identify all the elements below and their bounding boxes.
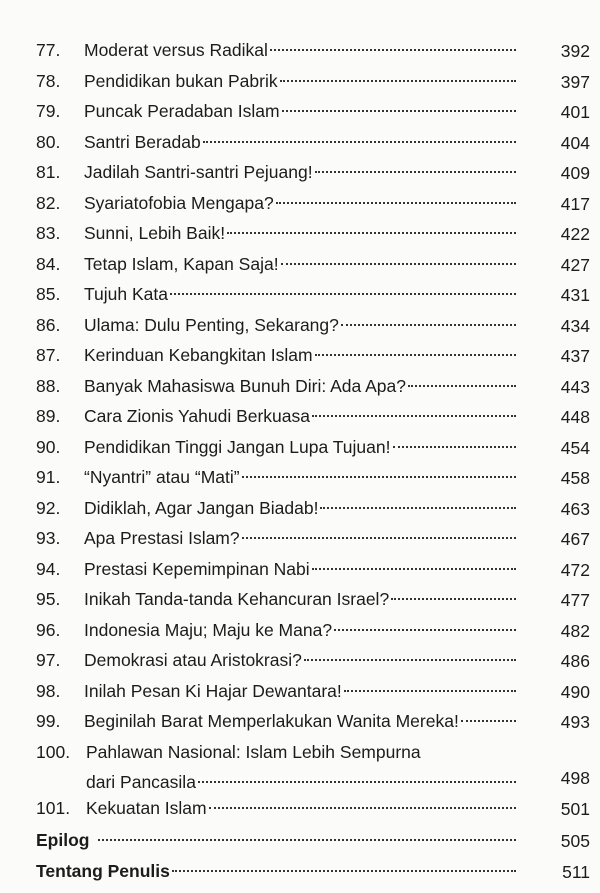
toc-entry-title-wrap — [84, 249, 518, 279]
toc-entry-number: 88. — [36, 375, 61, 396]
toc-entry-title: Pendidikan Tinggi Jangan Lupa Tujuan! — [84, 436, 391, 457]
toc-entry[interactable] — [0, 310, 600, 341]
toc-entry-title: Tujuh Kata — [84, 284, 168, 304]
toc-entry-page: 501 — [560, 798, 590, 819]
toc-entry-title-wrap — [84, 493, 518, 523]
toc-entry-title-wrap — [84, 96, 518, 126]
toc-entry-title-wrap — [84, 676, 518, 706]
toc-entry-page: 392 — [560, 41, 590, 61]
dot-leader — [170, 293, 516, 295]
toc-entry-title-wrap — [84, 127, 518, 157]
toc-entry-title-wrap — [84, 218, 518, 248]
toc-entry-title: Sunni, Lebih Baik! — [84, 223, 226, 243]
toc-entry[interactable] — [0, 401, 600, 432]
toc-entry-title: Moderat versus Radikal — [84, 40, 268, 60]
toc-entry-title: Jadilah Santri-santri Pejuang! — [84, 162, 313, 182]
toc-entry-page: 404 — [560, 132, 590, 153]
toc-entry-title-wrap — [86, 793, 518, 823]
toc-entry[interactable] — [0, 66, 600, 97]
toc-entry-number: 91. — [36, 467, 61, 487]
toc-entry[interactable] — [0, 737, 600, 793]
toc-entry[interactable] — [0, 462, 600, 493]
toc-entry-title: Ulama: Dulu Penting, Sekarang? — [84, 314, 339, 335]
toc-entry[interactable] — [0, 523, 600, 554]
toc-entry-title-wrap — [36, 856, 518, 886]
toc-entry[interactable] — [0, 793, 600, 824]
toc-entry-title: “Nyantri” atau “Mati” — [84, 467, 240, 487]
toc-entry-title: Demokrasi atau Aristokrasi? — [84, 650, 302, 670]
toc-entry[interactable] — [0, 279, 600, 310]
toc-entry-title: Didiklah, Agar Jangan Biadab! — [84, 497, 319, 518]
toc-entry-number: 96. — [36, 619, 61, 640]
toc-entry-page: 505 — [560, 831, 590, 851]
dot-leader — [315, 171, 516, 173]
toc-entry-title: Kekuatan Islam — [86, 797, 207, 818]
dot-leader — [393, 446, 517, 448]
toc-entry-title: Tentang Penulis — [36, 860, 170, 881]
toc-entry-number: 89. — [36, 406, 61, 426]
toc-entry-number: 77. — [36, 40, 61, 60]
toc-entry-page: 454 — [560, 437, 590, 458]
toc-entry-title: Banyak Mahasiswa Bunuh Diri: Ada Apa? — [84, 375, 406, 396]
toc-entry-epilog[interactable] — [0, 825, 600, 856]
toc-entry-page: 463 — [560, 498, 590, 519]
toc-entry[interactable] — [0, 584, 600, 615]
toc-entry-number: 90. — [36, 436, 61, 457]
toc-entry[interactable] — [0, 554, 600, 585]
toc-entry-number: 94. — [36, 558, 61, 579]
toc-entry-title: Beginilah Barat Memperlakukan Wanita Mereka! — [84, 711, 459, 731]
dot-leader — [98, 839, 516, 841]
toc-entry-page: 431 — [560, 285, 590, 305]
toc-entry-page: 397 — [560, 71, 590, 92]
toc-entry-title-wrap — [84, 554, 518, 584]
toc-entry-title: Apa Prestasi Islam? — [84, 528, 240, 548]
toc-entry-page: 443 — [560, 376, 590, 397]
toc-entry[interactable] — [0, 615, 600, 646]
toc-entry-number: 84. — [36, 253, 61, 274]
toc-entry-number: 93. — [36, 528, 61, 548]
toc-entry[interactable] — [0, 493, 600, 524]
toc-entry-title-wrap — [84, 462, 518, 492]
toc-entry-title: Santri Beradab — [84, 131, 201, 152]
dot-leader — [280, 80, 516, 82]
dot-leader — [320, 507, 516, 509]
dot-leader — [304, 659, 516, 661]
toc-entry-number: 80. — [36, 131, 61, 152]
toc-entry-title: Indonesia Maju; Maju ke Mana? — [84, 619, 333, 640]
toc-entry-title-line2: dari Pancasila — [86, 771, 196, 792]
toc-entry-page: 417 — [560, 193, 590, 214]
toc-entry-title: Pendidikan bukan Pabrik — [84, 70, 278, 91]
dot-leader — [461, 720, 516, 722]
toc-entry-title: Inikah Tanda-tanda Kehancuran Israel? — [84, 589, 390, 609]
toc-entry[interactable] — [0, 432, 600, 463]
table-of-contents — [0, 35, 600, 886]
toc-entry-page: 409 — [560, 163, 590, 183]
toc-entry-title-wrap — [84, 645, 518, 675]
toc-entry-title-wrap — [84, 706, 518, 736]
toc-entry-number: 81. — [36, 162, 61, 182]
toc-entry-title: Inilah Pesan Ki Hajar Dewantara! — [84, 680, 342, 701]
toc-entry-number: 98. — [36, 680, 61, 701]
toc-entry-number: 78. — [36, 70, 61, 91]
toc-entry-title-wrap — [84, 35, 518, 65]
dot-leader — [203, 141, 516, 143]
toc-entry-number: 95. — [36, 589, 61, 609]
toc-entry[interactable] — [0, 249, 600, 280]
toc-entry-title-wrap — [84, 432, 518, 462]
toc-entry-title: Epilog — [36, 830, 90, 850]
toc-entry-author[interactable] — [0, 856, 600, 887]
dot-leader — [315, 354, 516, 356]
toc-entry-number: 97. — [36, 650, 61, 670]
toc-entry[interactable] — [0, 706, 600, 737]
toc-entry-title: Tetap Islam, Kapan Saja! — [84, 253, 279, 274]
dot-leader — [341, 324, 516, 326]
toc-entry-page: 511 — [562, 861, 590, 882]
toc-entry-number: 87. — [36, 345, 61, 365]
toc-entry-number: 85. — [36, 284, 61, 304]
toc-entry-title-wrap — [84, 66, 518, 96]
dot-leader — [282, 110, 516, 112]
toc-entry-page: 490 — [560, 681, 590, 702]
toc-entry-title-wrap — [84, 371, 518, 401]
toc-entry-page: 427 — [560, 254, 590, 275]
toc-entry-number: 86. — [36, 314, 61, 335]
toc-entry-title-wrap — [84, 523, 518, 553]
dot-leader — [242, 537, 516, 539]
toc-entry[interactable] — [0, 645, 600, 676]
toc-entry-number: 83. — [36, 223, 61, 243]
toc-entry[interactable] — [0, 188, 600, 219]
toc-entry[interactable] — [0, 340, 600, 371]
toc-entry-page: 493 — [560, 712, 590, 732]
toc-entry-title-line1: Pahlawan Nasional: Islam Lebih Sempurna — [86, 741, 421, 762]
toc-entry-title-wrap — [84, 401, 518, 431]
dot-leader — [344, 690, 516, 692]
dot-leader — [276, 202, 516, 204]
toc-entry-title: Cara Zionis Yahudi Berkuasa — [84, 406, 311, 426]
toc-entry-page: 434 — [560, 315, 590, 336]
dot-leader — [312, 568, 516, 570]
dot-leader — [408, 385, 516, 387]
toc-entry-page: 458 — [560, 468, 590, 488]
toc-entry-title-wrap — [84, 615, 518, 645]
toc-entry[interactable] — [0, 371, 600, 402]
dot-leader — [281, 263, 516, 265]
toc-entry-page: 401 — [560, 102, 590, 122]
toc-entry-title-wrap — [84, 188, 518, 218]
toc-entry[interactable] — [0, 35, 600, 66]
toc-entry-title-wrap — [86, 737, 518, 797]
toc-entry[interactable] — [0, 127, 600, 158]
toc-entry[interactable] — [0, 157, 600, 188]
toc-entry-page: 472 — [560, 559, 590, 580]
toc-entry-number: 92. — [36, 497, 61, 518]
dot-leader — [227, 232, 516, 234]
toc-entry[interactable] — [0, 96, 600, 127]
dot-leader — [391, 598, 516, 600]
toc-entry-page: 477 — [560, 590, 590, 610]
toc-entry-page: 482 — [560, 620, 590, 641]
toc-entry-page: 467 — [560, 529, 590, 549]
toc-entry-page: 498 — [560, 767, 590, 788]
toc-entry-title: Prestasi Kepemimpinan Nabi — [84, 558, 310, 579]
dot-leader — [242, 476, 516, 478]
toc-entry-title: Kerinduan Kebangkitan Islam — [84, 345, 313, 365]
toc-entry-number: 101. — [36, 797, 71, 818]
toc-entry-number: 79. — [36, 101, 61, 121]
toc-entry-title-wrap — [84, 279, 518, 309]
dot-leader — [198, 781, 516, 783]
toc-entry-page: 422 — [560, 224, 590, 244]
toc-entry-title-wrap — [84, 340, 518, 370]
dot-leader — [172, 870, 516, 872]
toc-entry-number: 82. — [36, 192, 61, 213]
toc-entry-title: Puncak Peradaban Islam — [84, 101, 280, 121]
toc-entry-title-wrap — [84, 584, 518, 614]
dot-leader — [312, 415, 516, 417]
toc-entry-title-wrap — [84, 310, 518, 340]
toc-entry-page: 437 — [560, 346, 590, 366]
toc-entry-number: 100. — [36, 741, 71, 762]
toc-entry-number: 99. — [36, 711, 61, 731]
toc-entry-title: Syariatofobia Mengapa? — [84, 192, 274, 213]
toc-entry-title-wrap — [84, 157, 518, 187]
dot-leader — [334, 629, 516, 631]
toc-entry-page: 448 — [560, 407, 590, 427]
dot-leader — [209, 807, 516, 809]
toc-entry[interactable] — [0, 218, 600, 249]
toc-entry-page: 486 — [560, 651, 590, 671]
toc-entry[interactable] — [0, 676, 600, 707]
toc-entry-title-wrap — [36, 825, 518, 855]
dot-leader — [270, 49, 516, 51]
